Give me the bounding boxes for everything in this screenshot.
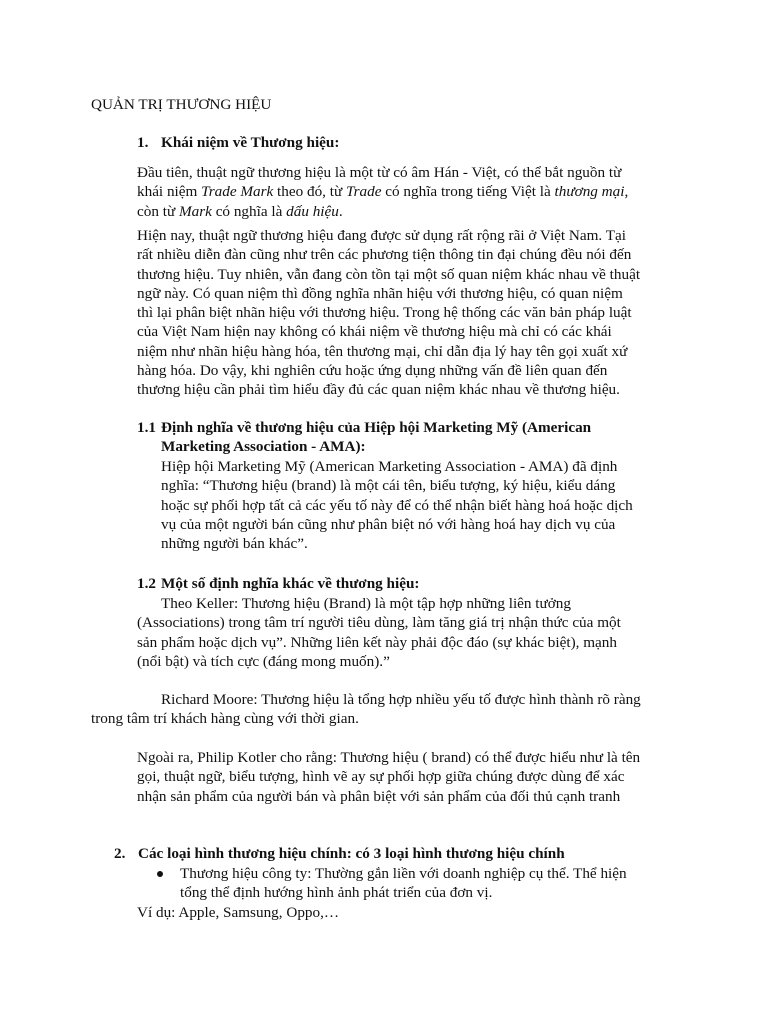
ama-line: những người bán khác”. bbox=[161, 535, 308, 553]
keller-line: Theo Keller: Thương hiệu (Brand) là một tập hợp những liên tưởng bbox=[161, 595, 571, 612]
section-2-number: 2. bbox=[114, 845, 126, 862]
p2-line: thì lại phân biệt nhãn hiệu với thương hiệu. Trong hệ thống các văn bản pháp luật bbox=[137, 304, 632, 322]
section-1-title: Khái niệm về Thương hiệu: bbox=[161, 134, 340, 151]
ama-line: nghĩa: “Thương hiệu (brand) là một cái tên, biểu tượng, ký hiệu, kiểu dáng bbox=[161, 477, 616, 495]
section-1-1-title-line-1: Định nghĩa về thương hiệu của Hiệp hội Marketing Mỹ (American bbox=[161, 419, 592, 436]
section-1-2-title: Một số định nghĩa khác về thương hiệu: bbox=[161, 575, 420, 592]
p2-line: ngữ này. Có quan niệm thì đồng nghĩa nhãn hiệu với thương hiệu, có quan niệm bbox=[137, 284, 623, 302]
p1-line-2: khái niệm Trade Mark theo đó, từ Trade có nghĩa trong tiếng Việt là thương mại, bbox=[137, 183, 629, 201]
section-2-heading bbox=[114, 844, 565, 863]
kotler-line: nhận sản phẩm của người bán và phân biệt với sản phẩm của đối thủ cạnh tranh bbox=[137, 787, 621, 805]
kotler-line: Ngoài ra, Philip Kotler cho rằng: Thương hiệu ( brand) có thể được hiểu như là tên bbox=[137, 749, 641, 766]
ama-line: vụ của một người bán cũng như phân biệt nó với hàng hoá hay dịch vụ của bbox=[161, 515, 616, 533]
section-2-title: Các loại hình thương hiệu chính: có 3 loại hình thương hiệu chính bbox=[138, 845, 565, 862]
bullet-line: tổng thể định hướng hình ảnh phát triển của đơn vị. bbox=[180, 884, 493, 902]
section-1-1-body bbox=[161, 457, 633, 553]
example-text: Ví dụ: Apple, Samsung, Oppo,… bbox=[137, 904, 340, 921]
ama-line: Hiệp hội Marketing Mỹ (American Marketing Association - AMA) đã định bbox=[161, 458, 618, 475]
mark-term: Mark bbox=[178, 202, 212, 220]
section-1-number: 1. bbox=[137, 134, 149, 151]
p2-line: thương hiệu cần phải tìm hiểu đầy đủ các quan niệm khác nhau về thương hiệu. bbox=[137, 381, 620, 399]
p1-line-3: còn từ Mark có nghĩa là dấu hiệu. bbox=[137, 202, 343, 220]
keller-paragraph bbox=[137, 594, 621, 671]
bullet-item-company-brand bbox=[180, 864, 627, 903]
dau-hieu-term: dấu hiệu bbox=[286, 202, 339, 220]
section-1-1-title-line-2: Marketing Association - AMA): bbox=[161, 438, 366, 455]
kotler-line: gọi, thuật ngữ, biểu tượng, hình vẽ ay sự phối hợp giữa chúng được dùng để xác bbox=[137, 768, 625, 786]
section-1-paragraph-2 bbox=[137, 226, 640, 400]
keller-line: (nổi bật) và tích cực (đáng mong muốn).” bbox=[137, 652, 390, 670]
kotler-paragraph bbox=[137, 748, 640, 806]
keller-line: sản phẩm hoặc dịch vụ”. Những liên kết này phải độc đáo (sự khác biệt), mạnh bbox=[137, 633, 617, 651]
title-text: QUẢN TRỊ THƯƠNG HIỆU bbox=[91, 96, 272, 113]
p2-line: niệm như nhãn hiệu hàng hóa, tên thương mại, chỉ dẫn địa lý hay tên gọi xuất xứ bbox=[137, 342, 628, 360]
section-1-1-heading bbox=[137, 418, 592, 455]
trade-mark-term: Trade Mark bbox=[201, 183, 274, 201]
p2-line: của Việt Nam hiện nay không có khái niệm về thương hiệu mà chỉ có các khái bbox=[137, 323, 612, 341]
section-1-1-number: 1.1 bbox=[137, 419, 156, 436]
moore-line: Richard Moore: Thương hiệu là tổng hợp nhiều yếu tố được hình thành rõ ràng bbox=[161, 691, 641, 708]
p1-line-1: Đầu tiên, thuật ngữ thương hiệu là một từ có âm Hán - Việt, có thể bắt nguồn từ bbox=[137, 164, 622, 181]
thuong-mai-term: thương mại bbox=[554, 183, 625, 201]
section-1-2-heading bbox=[137, 574, 420, 593]
moore-paragraph bbox=[91, 690, 641, 729]
trade-term: Trade bbox=[346, 183, 382, 201]
moore-line: trong tâm trí khách hàng cùng với thời gian. bbox=[91, 710, 359, 728]
document-title bbox=[91, 95, 271, 114]
p2-line: rất nhiều diễn đàn cũng như trên các phương tiện thông tin đại chúng đều nói đến bbox=[137, 246, 632, 264]
bullet-dot-icon bbox=[157, 871, 163, 877]
section-1-2-number: 1.2 bbox=[137, 575, 156, 592]
p2-line: hàng hóa. Do vậy, khi nghiên cứu hoặc ứng dụng những vấn đề liên quan đến bbox=[137, 362, 608, 380]
keller-line: (Associations) trong tâm trí người tiêu dùng, làm tăng giá trị nhận thức của một bbox=[137, 614, 621, 632]
example-line bbox=[137, 903, 339, 922]
p2-line: thương hiệu. Tuy nhiên, vẫn đang còn tồn tại một số quan niệm khác nhau về thuật bbox=[137, 265, 641, 283]
ama-line: hoặc sự phối hợp tất cả các yếu tố này để có thể nhận biết hàng hoá hoặc dịch bbox=[161, 496, 633, 514]
section-1-heading bbox=[137, 133, 340, 152]
p2-line: Hiện nay, thuật ngữ thương hiệu đang được sử dụng rất rộng rãi ở Việt Nam. Tại bbox=[137, 227, 626, 244]
bullet-line: Thương hiệu công ty: Thường gắn liền với doanh nghiệp cụ thể. Thể hiện bbox=[180, 865, 627, 882]
section-1-paragraph-1 bbox=[137, 163, 628, 221]
